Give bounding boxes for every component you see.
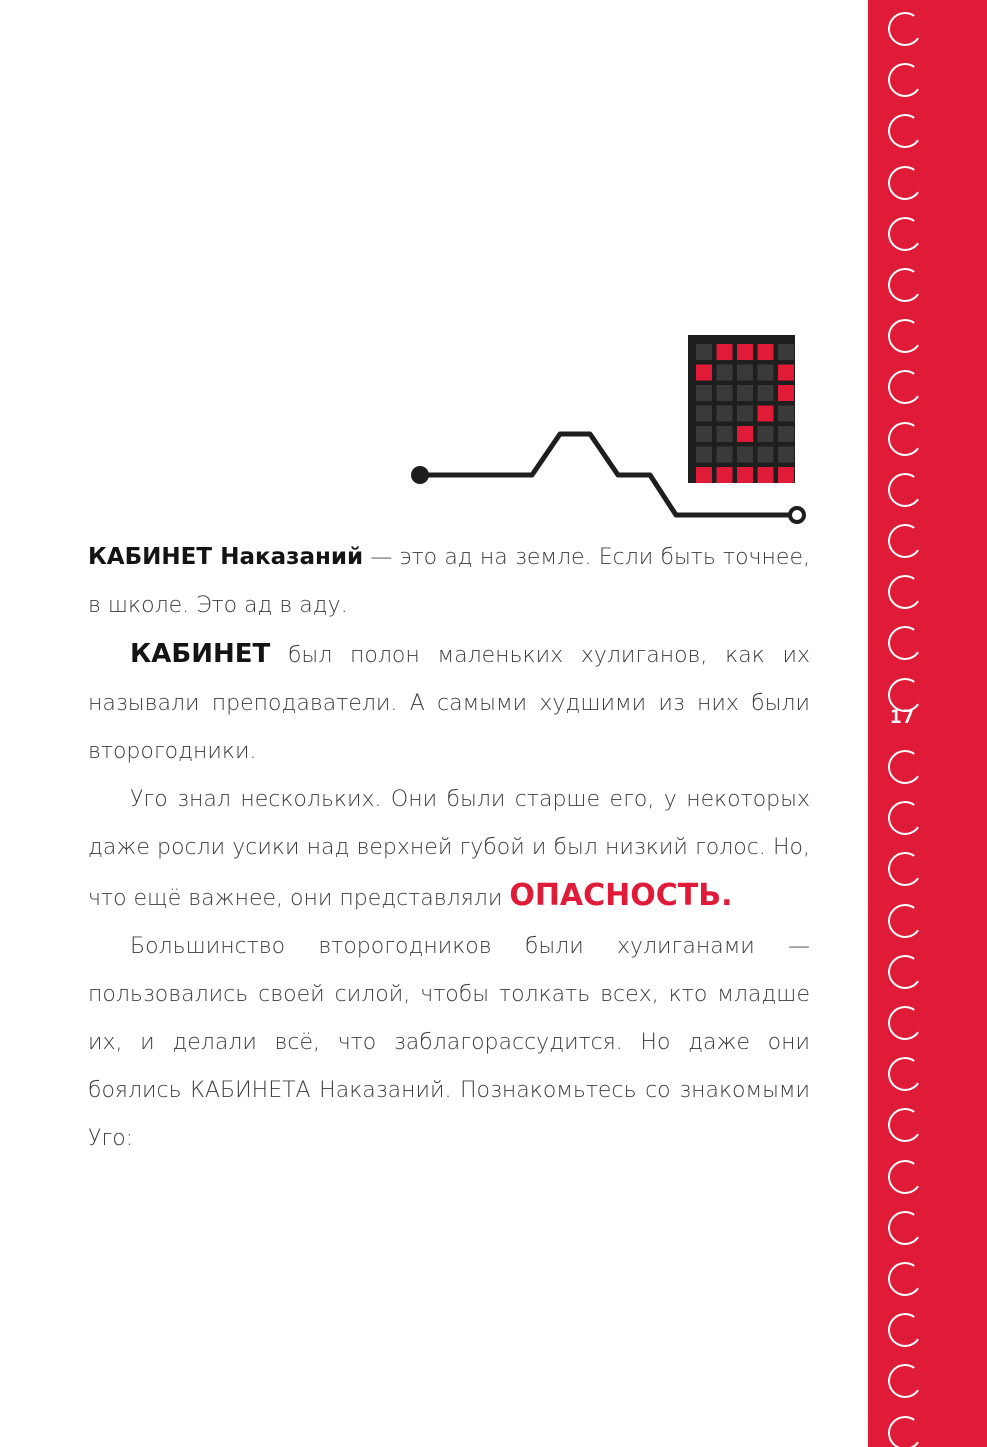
binder-ring xyxy=(885,798,924,837)
binder-ring xyxy=(885,214,924,253)
circuit-illustration xyxy=(400,330,820,530)
pixel-off xyxy=(737,365,753,381)
pixel-on xyxy=(778,385,794,401)
pixel-off xyxy=(717,447,733,463)
binder-ring xyxy=(885,952,924,991)
paragraph-2 xyxy=(88,630,810,776)
paragraph-1 xyxy=(88,533,810,630)
keyword-cabinet: КАБИНЕТ xyxy=(130,639,271,669)
binder-ring xyxy=(885,521,924,560)
pixel-off xyxy=(758,426,774,442)
binder-ring xyxy=(885,1259,924,1298)
binder-ring xyxy=(885,470,924,509)
pixel-off xyxy=(778,447,794,463)
binder-ring xyxy=(885,9,924,48)
paragraph-4 xyxy=(88,923,810,1163)
pixel-on xyxy=(778,467,794,483)
pixel-off xyxy=(696,344,712,360)
pixel-off xyxy=(758,385,774,401)
pixel-off xyxy=(717,365,733,381)
pixel-off xyxy=(737,406,753,422)
pixel-on xyxy=(758,406,774,422)
circuit-end-node xyxy=(790,508,804,522)
pixel-on xyxy=(717,467,733,483)
binder-ring xyxy=(885,163,924,202)
paragraph-3-text: Уго знал нескольких. Они были старше его, у некоторых даже росли усики над верхней губой и был низкий голос. Но, что ещё важнее, они представляли xyxy=(88,787,810,911)
binder-ring xyxy=(885,901,924,940)
keyword-cabinet-punishments: КАБИНЕТ Наказаний xyxy=(88,544,364,570)
pixel-off xyxy=(737,385,753,401)
binder-ring xyxy=(885,60,924,99)
binder-ring xyxy=(885,265,924,304)
pixel-on xyxy=(758,467,774,483)
circuit-start-dot xyxy=(411,466,429,484)
binder-ring xyxy=(885,624,924,663)
paragraph-2-text: был полон маленьких хулиганов, как их называли преподаватели. А самыми худшими из них были второгодники. xyxy=(88,643,810,764)
pixel-on xyxy=(758,344,774,360)
binder-ring xyxy=(885,368,924,407)
binder-ring xyxy=(885,850,924,889)
paragraph-1-text: — это ад на земле. Если быть точнее, в школе. Это ад в аду. xyxy=(88,545,810,618)
pixel-off xyxy=(696,447,712,463)
pixel-off xyxy=(758,447,774,463)
pixel-on xyxy=(737,467,753,483)
binder-ring xyxy=(885,572,924,611)
binder-ring xyxy=(885,112,924,151)
binder-ring xyxy=(885,1362,924,1401)
binder-ring xyxy=(885,1413,924,1447)
pixel-off xyxy=(778,344,794,360)
page-side-strip xyxy=(868,0,987,1447)
pixel-off xyxy=(717,406,733,422)
binder-ring xyxy=(885,1157,924,1196)
binder-ring xyxy=(885,1310,924,1349)
pixel-on xyxy=(696,467,712,483)
pixel-off xyxy=(717,426,733,442)
pixel-off xyxy=(778,406,794,422)
binder-ring xyxy=(885,316,924,355)
pixel-off xyxy=(717,385,733,401)
binder-ring xyxy=(885,1003,924,1042)
pixel-on xyxy=(717,344,733,360)
pixel-off xyxy=(696,426,712,442)
pixel-on xyxy=(778,365,794,381)
binder-ring xyxy=(885,747,924,786)
pixel-off xyxy=(696,385,712,401)
pixel-off xyxy=(758,365,774,381)
pixel-off xyxy=(778,426,794,442)
binder-ring xyxy=(885,1208,924,1247)
pixel-question-mark-icon xyxy=(688,335,795,483)
paragraph-3 xyxy=(88,776,810,923)
binder-ring xyxy=(885,1106,924,1145)
pixel-off xyxy=(696,406,712,422)
pixel-on xyxy=(737,426,753,442)
keyword-danger: ОПАСНОСТЬ. xyxy=(509,878,733,913)
paragraph-4-text: Большинство второгодников были хулиганами — пользовались своей силой, чтобы толкать всех, кто младше их, и делали всё, что заблагорассудится. Но даже они боялись КАБИНЕТА Наказаний. Познакомьтесь со знакомыми Уго: xyxy=(88,934,810,1151)
binder-ring xyxy=(885,1054,924,1093)
pixel-off xyxy=(737,447,753,463)
page-body-text xyxy=(88,533,810,1163)
pixel-on xyxy=(696,365,712,381)
page-number: 17 xyxy=(890,706,915,728)
pixel-on xyxy=(737,344,753,360)
binder-ring xyxy=(885,419,924,458)
